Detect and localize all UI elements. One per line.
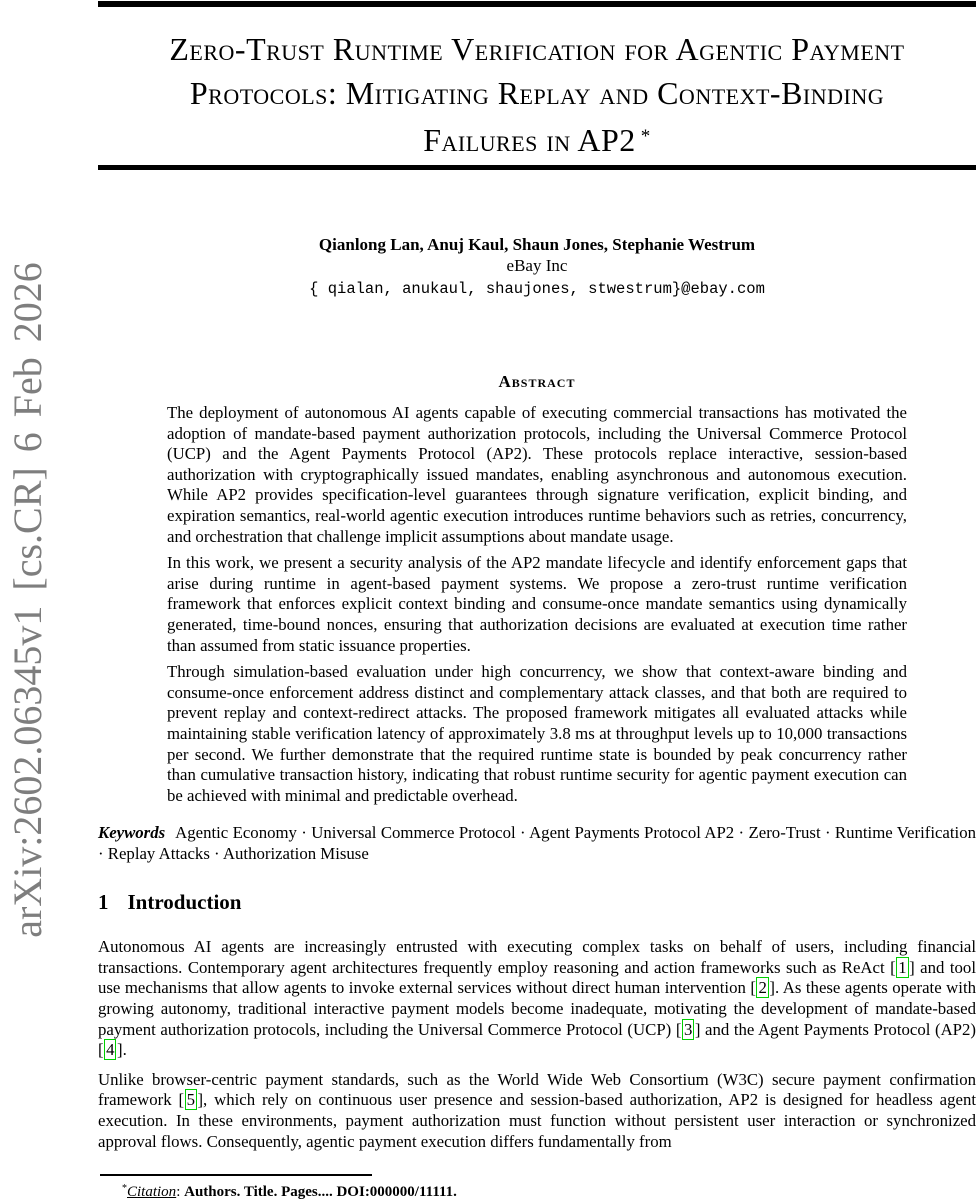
citation-link[interactable]: 5 — [186, 1090, 195, 1110]
abstract-paragraph-3: Through simulation-based evaluation under high concurrency, we show that context-aware binding and consume-once enforcement address distinct and complementary attack classes, and that both are required to prevent replay and context-redirect attacks. The proposed framework mitigates all evaluated attacks while maintaining stable verification latency of approximately 3.8 ms at throughput levels up to 10,000 transactions per second. We further demonstrate that the required runtime state is bounded by peak concurrency rather than cumulative transaction history, indicating that robust runtime security for agentic payment execution can be achieved with minimal and predictable overhead. — [167, 662, 907, 805]
title-line-3: Failures in AP2 * — [423, 122, 651, 158]
citation-link[interactable]: 1 — [898, 957, 907, 977]
intro-paragraph-1: Autonomous AI agents are increasingly entrusted with executing complex tasks on behalf of users, including financial transactions. Contemporary agent architectures frequently employ reasoning and action frameworks such as ReAct [ 1 ] and tool use mechanisms that allow agents to invoke external services without direct human intervention [ 2 ]. As these agents operate with growing autonomy, traditional interactive payment models become inadequate, motivating the development of mandate-based payment authorization protocols, including the Universal Commerce Protocol (UCP) [ 3 ] and the Agent Payments Protocol (AP2) [ 4 ]. — [98, 937, 976, 1060]
title-line-2: Protocols: Mitigating Replay and Context-Binding — [189, 75, 885, 111]
author-names: Qianlong Lan, Anuj Kaul, Shaun Jones, Stephanie Westrum — [318, 235, 756, 254]
section-heading-introduction — [98, 890, 976, 914]
paper-content — [98, 0, 976, 1152]
footnote-colon: : — [176, 1184, 185, 1200]
title-footnote-marker: * — [640, 126, 651, 147]
arxiv-stamp: arXiv:2602.06345v1 [cs.CR] 6 Feb 2026 — [5, 262, 50, 938]
keywords-text: Agentic Economy · Universal Commerce Protocol · Agent Payments Protocol AP2 · Zero-Trust · Runtime Verification · Replay Attacks · Authorization Misuse — [98, 823, 976, 864]
abstract-paragraph-1: The deployment of autonomous AI agents capable of executing commercial transactions has motivated the adoption of mandate-based payment authorization protocols, including the Universal Commerce Protocol (UCP) and the Agent Payments Protocol (AP2). These protocols replace interactive, session-based authorization with cryptographically issued mandates, enabling asynchronous and autonomous execution. While AP2 provides specification-level guarantees through signature verification, explicit binding, and expiration semantics, real-world agentic execution introduces runtime behaviors such as retries, concurrency, and orchestration that challenge implicit assumptions about mandate usage. — [167, 403, 907, 546]
title-rule-top — [98, 1, 976, 7]
citation-link[interactable]: 2 — [758, 978, 767, 998]
keywords-line — [98, 822, 976, 864]
section-number: 1 — [98, 890, 109, 915]
section-title: Introduction — [127, 890, 242, 915]
paper-title — [98, 27, 976, 162]
abstract-paragraph-2: In this work, we present a security analysis of the AP2 mandate lifecycle and identify enforcement gaps that arise during runtime in agent-based payment systems. We propose a zero-trust runtime verification framework that enforces explicit context binding and consume-once mandate semantics using dynamically generated, time-bound nonces, ensuring that authorization decisions are evaluated at execution time rather than assumed from static issuance properties. — [167, 553, 907, 655]
authors-block — [98, 235, 976, 299]
author-emails: { qialan, anukaul, shaujones, stwestrum}@ebay.com — [309, 280, 765, 298]
citation-link[interactable]: 4 — [106, 1040, 115, 1060]
footnote-body: Authors. Title. Pages.... DOI:000000/11111. — [184, 1184, 457, 1200]
footnote-rule — [100, 1174, 372, 1176]
title-line-1: Zero-Trust Runtime Verification for Agentic Payment — [169, 31, 905, 67]
footnote-text — [98, 1179, 976, 1200]
abstract-heading: Abstract — [498, 372, 576, 391]
keywords-label: Keywords — [98, 823, 166, 843]
citation-link[interactable]: 3 — [683, 1019, 693, 1039]
title-rule-bottom — [98, 165, 976, 170]
footnote-label: Citation — [127, 1184, 177, 1200]
affiliation: eBay Inc — [506, 256, 568, 275]
intro-paragraph-2: Unlike browser-centric payment standards, such as the World Wide Web Consortium (W3C) secure payment confirmation framework [ 5 ], which rely on continuous user presence and session-based authorization, AP2 is designed for headless agent execution. In these environments, payment authorization must function without persistent user interaction or synchronized approval flows. Consequently, agentic payment execution differs fundamentally from — [98, 1069, 976, 1151]
footnote — [98, 1174, 976, 1200]
abstract-body — [167, 403, 907, 806]
footnote-marker: * — [122, 1183, 127, 1194]
